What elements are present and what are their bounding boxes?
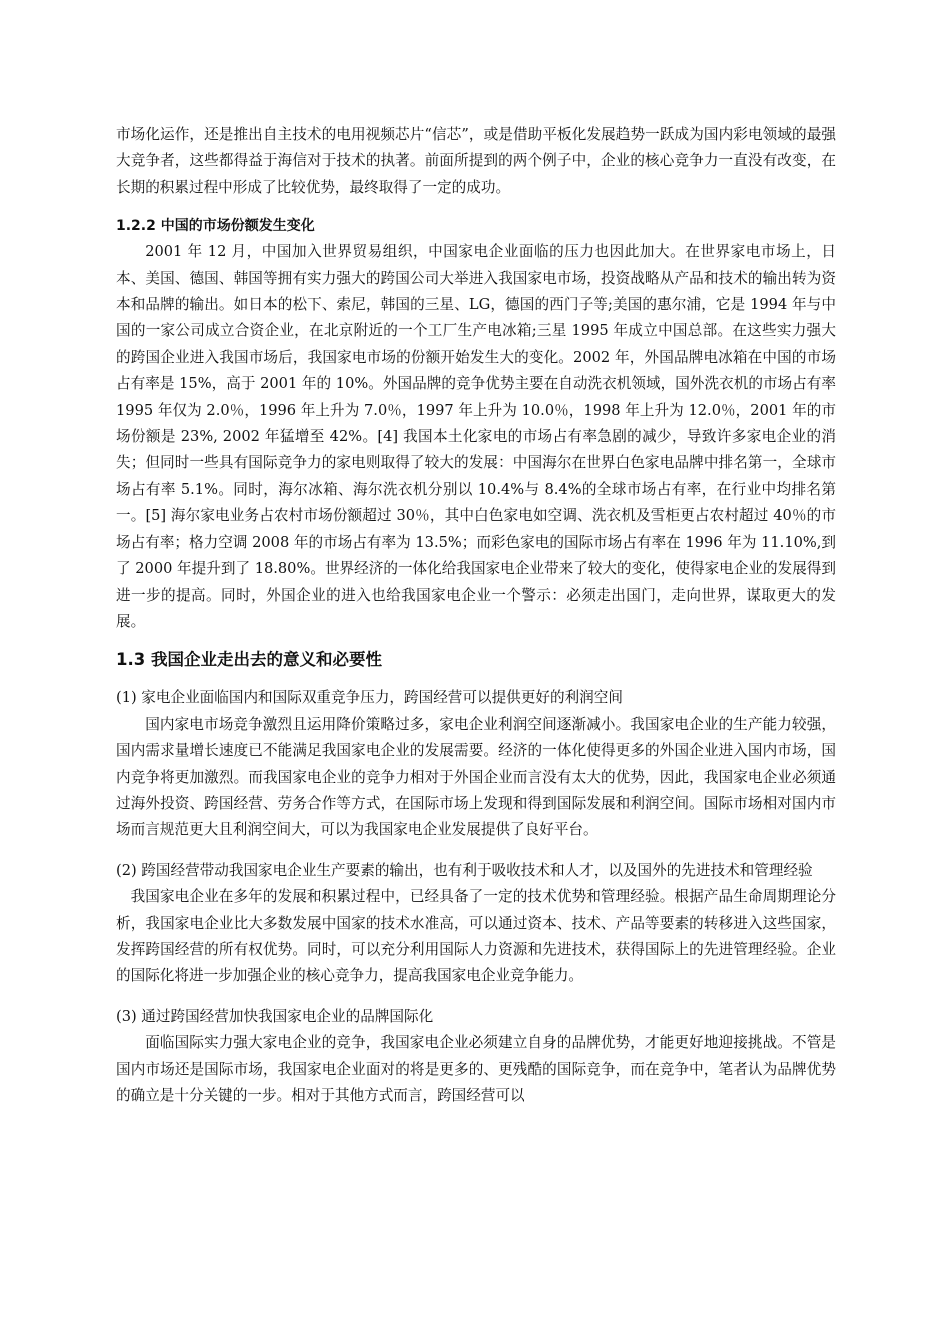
- item-3-paragraph: 面临国际实力强大家电企业的竞争，我国家电企业必须建立自身的品牌优势，才能更好地迎接挑战。不管是国内市场还是国际市场，我国家电企业面对的将是更多的、更残酷的国际竞争，而在竞争中，笔者认为品牌优势的确立是十分关键的一步。相对于其他方式而言，跨国经营可以: [116, 1034, 836, 1104]
- item-2-title: (2) 跨国经营带动我国家电企业生产要素的输出，也有利于吸收技术和人才，以及国外的先进技术和管理经验: [116, 861, 813, 879]
- item-2-paragraph: 我国家电企业在多年的发展和积累过程中，已经具备了一定的技术优势和管理经验。根据产品生命周期理论分析，我国家电企业比大多数发展中国家的技术水准高，可以通过资本、技术、产品等要素的转移进入这些国家，发挥跨国经营的所有权优势。同时，可以充分利用国际人力资源和先进技术，获得国际上的先进管理经验。企业的国际化将进一步加强企业的核心竞争力，提高我国家电企业竞争能力。: [116, 888, 836, 985]
- section-1-2-2-paragraph: 2001 年 12 月，中国加入世界贸易组织，中国家电企业面临的压力也因此加大。在世界家电市场上，日本、美国、德国、韩国等拥有实力强大的跨国公司大举进入我国家电市场，投资战略从产品和技术的输出转为资本和品牌的输出。如日本的松下、索尼，韩国的三星、LG，德国的西门子等;美国的惠尔浦，它是 1994 年与中国的一家公司成立合资企业，在北京附近的一个工厂生产电冰箱;三星 1995 年成立中国总部。在这些实力强大的跨国企业进入我国市场后，我国家电市场的份额开始发生大的变化。2002 年，外国品牌电冰箱在中国的市场占有率是 15%，高于 2001 年的 10%。外国品牌的竞争优势主要在自动洗衣机领域，国外洗衣机的市场占有率 1995 年仅为 2.0％，1996 年上升为 7.0％，1997 年上升为 10.0％，1998 年上升为 12.0％，2001 年的市场份额是 23%, 2002 年猛增至 42%。[4] 我国本土化家电的市场占有率急剧的减少，导致许多家电企业的消失；但同时一些具有国际竞争力的家电则取得了较大的发展：中国海尔在世界白色家电品牌中排名第一，全球市场占有率 5.1%。同时，海尔冰箱、海尔洗衣机分别以 10.4%与 8.4%的全球市场占有率，在行业中均排名第一。[5] 海尔家电业务占农村市场份额超过 30％，其中白色家电如空调、洗衣机及雪柜更占农村超过 40％的市场占有率；格力空调 2008 年的市场占有率为 13.5%；而彩色家电的国际市场占有率在 1996 年为 11.10%,到了 2000 年提升到了 18.80%。世界经济的一体化给我国家电企业带来了较大的变化，使得家电企业的发展得到进一步的提高。同时，外国企业的进入也给我国家电企业一个警示：必须走出国门，走向世界，谋取更大的发展。: [116, 243, 836, 630]
- item-1-title: (1) 家电企业面临国内和国际双重竞争压力，跨国经营可以提供更好的利润空间: [116, 689, 623, 707]
- section-1-2-2-heading: 1.2.2 中国的市场份额发生变化: [116, 218, 315, 235]
- item-3-title: (3) 通过跨国经营加快我国家电企业的品牌国际化: [116, 1007, 434, 1025]
- intro-paragraph: 市场化运作，还是推出自主技术的电用视频芯片“信芯”，或是借助平板化发展趋势一跃成为国内彩电领域的最强大竞争者，这些都得益于海信对于技术的执著。前面所提到的两个例子中，企业的核心竞争力一直没有改变，在长期的积累过程中形成了比较优势，最终取得了一定的成功。: [116, 126, 836, 196]
- item-1-paragraph: 国内家电市场竞争激烈且运用降价策略过多，家电企业利润空间逐渐减小。我国家电企业的生产能力较强，国内需求量增长速度已不能满足我国家电企业的发展需要。经济的一体化使得更多的外国企业进入国内市场，国内竞争将更加激烈。而我国家电企业的竞争力相对于外国企业而言没有太大的优势，因此，我国家电企业必须通过海外投资、跨国经营、劳务合作等方式，在国际市场上发现和得到国际发展和利润空间。国际市场相对国内市场而言规范更大且利润空间大，可以为我国家电企业发展提供了良好平台。: [116, 715, 836, 839]
- section-1-3-heading: 1.3 我国企业走出去的意义和必要性: [116, 650, 382, 670]
- document-page: [116, 122, 836, 1109]
